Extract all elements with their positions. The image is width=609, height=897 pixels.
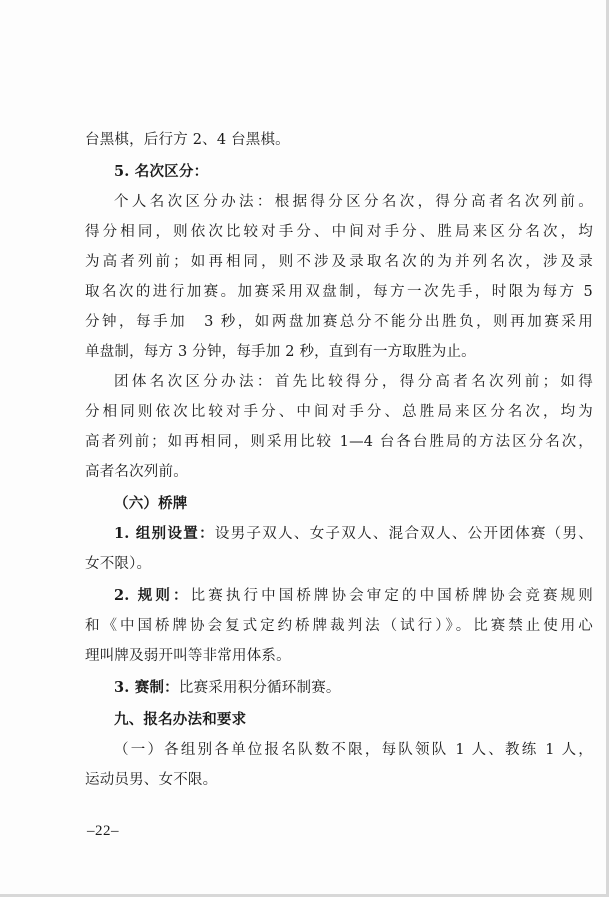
item-label: 2. 规则： xyxy=(114,587,191,604)
item-text: 比赛采用积分循环制赛。 xyxy=(178,680,341,696)
item-text: 设男子双人、女子双人、混合双人、公开团体赛（男、 xyxy=(214,526,593,542)
paragraph-line: 得分相同，则依次比较对手分、中间对手分、胜局来区分名次，均 xyxy=(85,224,593,240)
text-line: 台黑棋，后行方 2、4 台黑棋。 xyxy=(85,132,290,148)
paragraph-line: 为高者列前；如再相同，则不涉及录取名次的为并列名次，涉及录 xyxy=(85,254,593,270)
page-number: –22– xyxy=(87,823,119,839)
paragraph-line: 女不限）。 xyxy=(85,556,152,572)
paragraph-line: 分相同则依次比较对手分、中间对手分、总胜局来区分名次，均为 xyxy=(85,404,593,420)
list-item xyxy=(114,524,593,544)
section-heading: 5. 名次区分： xyxy=(114,163,209,180)
paragraph-line: 运动员男、女不限。 xyxy=(85,772,218,788)
paragraph-line: 团体名次区分办法：首先比较得分，得分高者名次列前；如得 xyxy=(114,374,593,390)
paragraph-line: 理叫牌及弱开叫等非常用体系。 xyxy=(85,648,291,664)
paragraph-line: 高者名次列前。 xyxy=(85,464,188,480)
paragraph-line: 个人名次区分办法：根据得分区分名次，得分高者名次列前。 xyxy=(114,194,593,210)
item-label: 3. 赛制： xyxy=(114,679,179,696)
paragraph-line: （一）各组别各单位报名队数不限，每队领队 1 人、教练 1 人， xyxy=(114,742,593,758)
section-heading: 九、报名办法和要求 xyxy=(114,711,247,728)
list-item xyxy=(114,586,593,606)
list-item xyxy=(114,678,341,698)
paragraph-line: 和《中国桥牌协会复式定约桥牌裁判法（试行）》。比赛禁止使用心 xyxy=(85,618,593,634)
section-heading: （六）桥牌 xyxy=(114,495,188,512)
paragraph-line: 分钟，每手加 3 秒，如两盘加赛总分不能分出胜负，则再加赛采用 xyxy=(85,314,593,330)
item-text: 比赛执行中国桥牌协会审定的中国桥牌协会竞赛规则 xyxy=(190,588,593,604)
paragraph-line: 高者列前；如再相同，则采用比较 1—4 台各台胜局的方法区分名次， xyxy=(85,434,593,450)
paragraph-line: 取名次的进行加赛。加赛采用双盘制，每方一次先手，时限为每方 5 xyxy=(85,284,593,300)
paragraph-line: 单盘制，每方 3 分钟，每手加 2 秒，直到有一方取胜为止。 xyxy=(85,344,476,360)
item-label: 1. 组别设置： xyxy=(114,525,215,542)
